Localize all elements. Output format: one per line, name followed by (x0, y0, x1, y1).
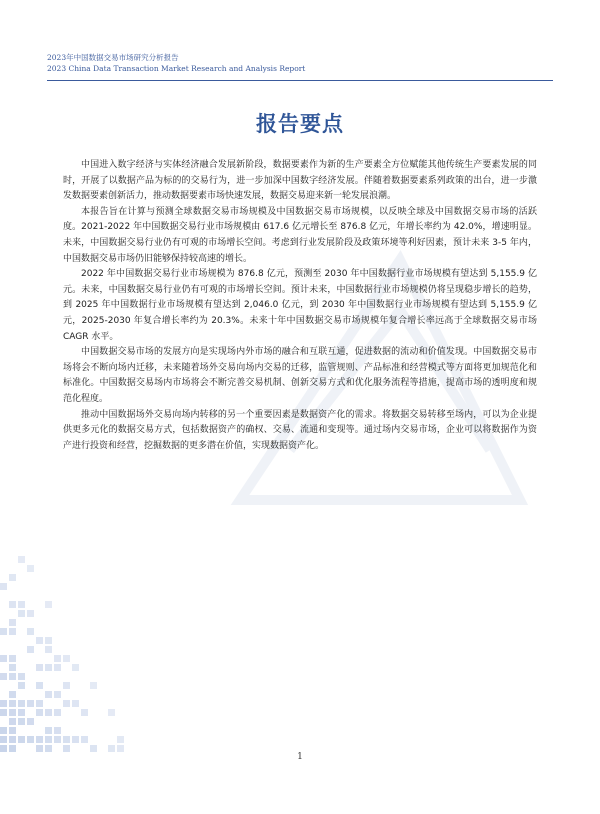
paragraph-1: 中国进入数字经济与实体经济融合发展新阶段，数据要素作为新的生产要素全方位赋能其他传统生产要素发展的同时，开展了以数据产品为标的的交易行为，进一步加深中国数字经济发展。伴随着数据要素系列政策的出台，进一步激发数据要素创新活力，推动数据要素市场快速发展，数据交易迎来新一轮发展浪潮。 (63, 160, 537, 202)
paragraph-2: 本报告旨在计算与预测全球数据交易市场规模及中国数据交易市场规模，以反映全球及中国数据交易市场的活跃度。2021-2022 年中国数据交易行业市场规模由 617.6 亿元增长至 876.8 亿元，年增长率约为 42.0%，增速明显。未来，中国数据交易行业仍有可观的市场增长空间。考虑到行业发展阶段及政策环境等利好因素，预计未来 3-5 年内，中国数据交易市场仍旧能够保持较高速的增长。 (63, 206, 537, 264)
pixel-decoration (0, 520, 210, 760)
report-body (63, 158, 537, 454)
paragraph-5: 推动中国数据场外交易向场内转移的另一个重要因素是数据资产化的需求。将数据交易转移至场内，可以为企业提供更多元化的数据交易方式，包括数据资产的确权、交易、流通和变现等。通过场内交易市场，企业可以将数据作为资产进行投资和经营，挖掘数据的更多潜在价值，实现数据资产化。 (63, 409, 537, 451)
paragraph-4: 中国数据交易市场的发展方向是实现场内外市场的融合和互联互通，促进数据的流动和价值发现。中国数据交易市场将会不断向场内迁移，未来随着场外交易向场内交易的迁移，监管规则、产品标准和经营模式等方面将更加规范化和标准化。中国数据交易场内市场将会不断完善交易机制、创新交易方式和优化服务流程等措施，提高市场的透明度和规范化程度。 (63, 347, 537, 404)
header-title-cn: 2023年中国数据交易市场研究分析报告 (47, 53, 179, 62)
header-title-en: 2023 China Data Transaction Market Research and Analysis Report (47, 64, 306, 73)
paragraph-3: 2022 年中国数据交易行业市场规模为 876.8 亿元，预测至 2030 年中国数据行业市场规模有望达到 5,155.9 亿元。未来，中国数据交易行业仍有可观的市场增长空间。预计未来，中国数据行业市场规模仍将呈现稳步增长的趋势，到 2025 年中国数据行业市场规模有望达到 2,046.0 亿元，到 2030 年中国数据行业市场规模有望达到 5,155.9 亿元，2025-2030 年复合增长率约为 20.3%。未来十年中国数据交易市场规模年复合增长率远高于全球数据交易市场 CAGR 水平。 (63, 269, 537, 342)
page-title: 报告要点 (256, 112, 344, 136)
header-divider (47, 80, 553, 81)
running-header (47, 52, 553, 74)
page-number: 1 (297, 752, 303, 762)
